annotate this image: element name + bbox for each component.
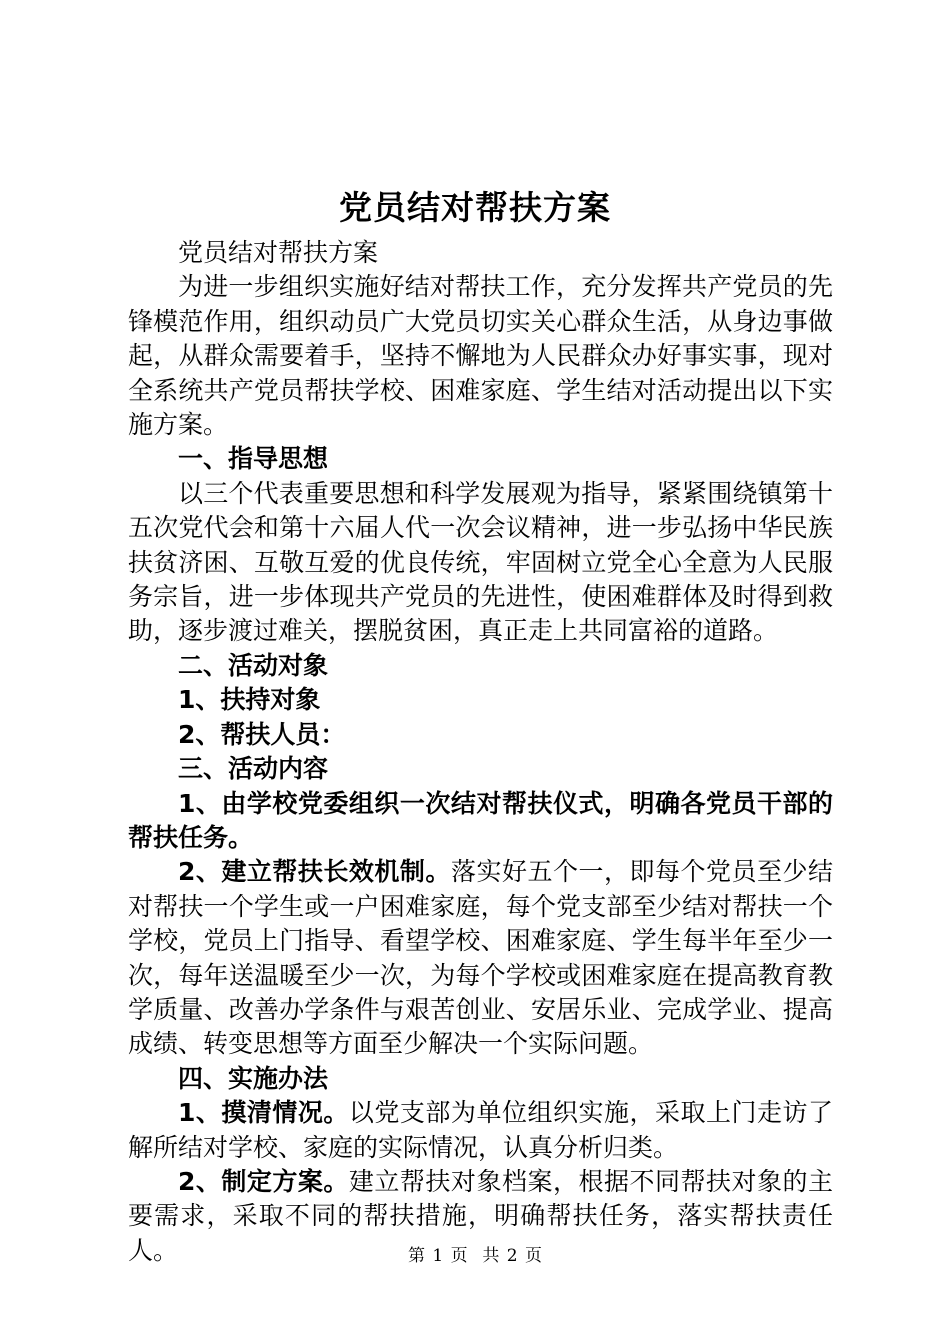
section-heading bbox=[128, 442, 833, 476]
section-heading bbox=[128, 787, 833, 856]
paragraph-text: 落实好五个一，即每个党员至少结对帮扶一个学生或一户困难家庭，每个党支部至少结对帮扶一个学校，党员上门指导、看望学校、困难家庭、学生每半年至少一次，每年送温暖至少一次，为每个学校或困难家庭在提高教育教学质量、改善办学条件与艰苦创业、安居乐业、完成学业、提高成绩、转变思想等方面至少解决一个实际问题。 bbox=[128, 857, 833, 1059]
paragraph-lead: 2、建立帮扶长效机制。 bbox=[178, 857, 451, 887]
paragraph-text: 三、活动内容 bbox=[178, 754, 329, 784]
paragraph-text: 1、由学校党委组织一次结对帮扶仪式，明确各党员干部的帮扶任务。 bbox=[128, 788, 833, 852]
paragraph bbox=[128, 270, 833, 442]
paragraph-text: 党员结对帮扶方案 bbox=[178, 238, 379, 267]
paragraph-text: 一、指导思想 bbox=[178, 444, 329, 474]
section-heading bbox=[128, 1062, 833, 1096]
paragraph-text: 二、活动对象 bbox=[178, 650, 329, 680]
paragraph-lead: 2、制定方案。 bbox=[178, 1166, 349, 1196]
paragraph-lead: 1、摸清情况。 bbox=[178, 1098, 349, 1128]
paragraph-text: 四、实施办法 bbox=[178, 1063, 329, 1093]
paragraph bbox=[128, 1096, 833, 1165]
paragraph bbox=[128, 477, 833, 649]
paragraph bbox=[128, 855, 833, 1061]
paragraph bbox=[128, 236, 833, 270]
document-body bbox=[128, 236, 833, 1268]
page-total: 共 2 页 bbox=[482, 1246, 543, 1266]
paragraph-text: 建立帮扶对象档案，根据不同帮扶对象的主要需求，采取不同的帮扶措施，明确帮扶任务，落实帮扶责任人。 bbox=[128, 1166, 833, 1265]
section-heading bbox=[128, 649, 833, 683]
paragraph-text: 2、帮扶人员： bbox=[178, 719, 346, 749]
section-heading bbox=[128, 683, 833, 717]
section-heading bbox=[128, 752, 833, 786]
page-footer bbox=[0, 1245, 950, 1267]
paragraph-text: 1、扶持对象 bbox=[178, 685, 321, 715]
paragraph-text: 以三个代表重要思想和科学发展观为指导，紧紧围绕镇第十五次党代会和第十六届人代一次会议精神，进一步弘扬中华民族扶贫济困、互敬互爱的优良传统，牢固树立党全心全意为人民服务宗旨，进一步体现共产党员的先进性，使困难群体及时得到救助，逐步渡过难关，摆脱贫困，真正走上共同富裕的道路。 bbox=[128, 478, 833, 646]
page-number: 第 1 页 bbox=[407, 1246, 468, 1266]
section-heading bbox=[128, 718, 833, 752]
paragraph-text: 以党支部为单位组织实施，采取上门走访了解所结对学校、家庭的实际情况，认真分析归类。 bbox=[128, 1098, 833, 1162]
paragraph-text: 为进一步组织实施好结对帮扶工作，充分发挥共产党员的先锋模范作用，组织动员广大党员切实关心群众生活，从身边事做起，从群众需要着手，坚持不懈地为人民群众办好事实事，现对全系统共产党员帮扶学校、困难家庭、学生结对活动提出以下实施方案。 bbox=[128, 272, 833, 440]
document-title: 党员结对帮扶方案 bbox=[339, 188, 611, 227]
